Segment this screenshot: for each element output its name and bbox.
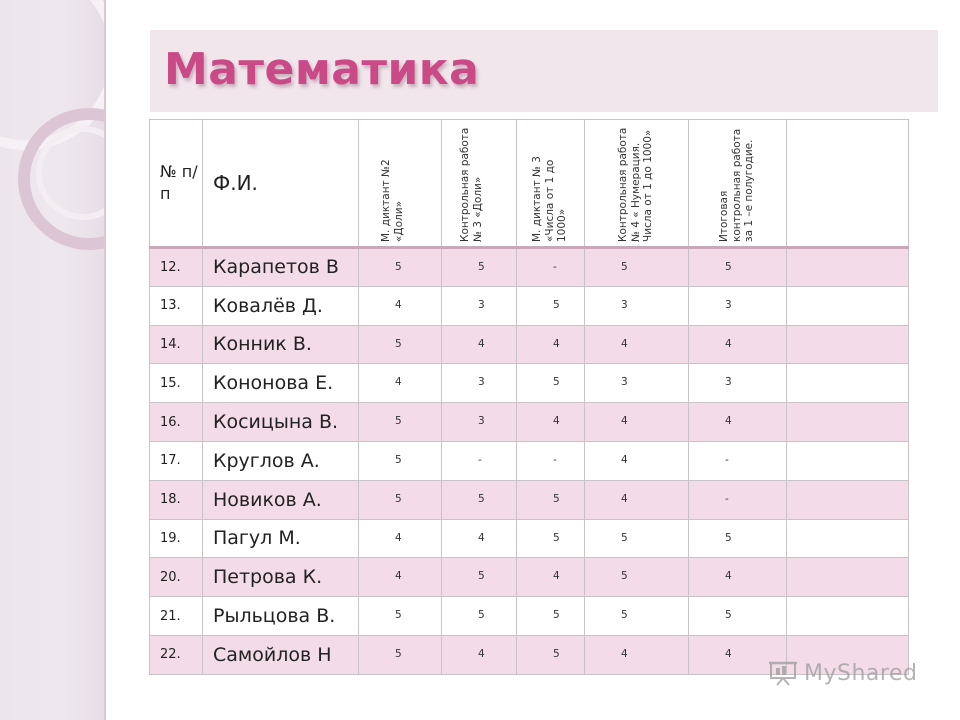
grade-cell: 4 [359, 364, 442, 403]
grade-cell: 5 [585, 597, 689, 636]
student-name: Кононова Е. [203, 364, 359, 403]
grade-cell: 5 [517, 519, 585, 558]
empty-cell [787, 286, 909, 325]
header-number: № п/п [150, 120, 203, 248]
grade-cell: 4 [689, 558, 787, 597]
row-number: 13. [150, 286, 203, 325]
title-bar [150, 30, 938, 112]
grade-cell: 4 [689, 325, 787, 364]
grade-cell: 5 [517, 635, 585, 674]
grade-cell: 4 [585, 325, 689, 364]
header-label: М. диктант № 3 «Числа от 1 до 1000» [530, 156, 568, 242]
grade-cell: 4 [359, 519, 442, 558]
decorative-side-panel [0, 0, 106, 720]
empty-cell [787, 403, 909, 442]
student-name: Конник В. [203, 325, 359, 364]
table-row [150, 441, 909, 480]
row-number: 19. [150, 519, 203, 558]
table-row [150, 403, 909, 442]
student-name: Рыльцова В. [203, 597, 359, 636]
student-name: Косицына В. [203, 403, 359, 442]
header-name: Ф.И. [203, 120, 359, 248]
grade-cell: 5 [585, 519, 689, 558]
grade-cell: 5 [689, 519, 787, 558]
grades-body [150, 248, 909, 675]
table-row [150, 597, 909, 636]
empty-cell [787, 248, 909, 287]
row-number: 16. [150, 403, 203, 442]
slide-title: Математика [164, 44, 480, 95]
empty-cell [787, 364, 909, 403]
header-row [150, 120, 909, 248]
grade-cell: 3 [442, 364, 517, 403]
header-label: М. диктант №2 «Доли» [380, 159, 405, 242]
grade-cell: 4 [689, 403, 787, 442]
grade-cell: 3 [689, 286, 787, 325]
watermark-text: MyShared [804, 660, 918, 686]
grade-cell: 4 [517, 558, 585, 597]
header-test-3 [442, 120, 517, 248]
header-dictation-2 [359, 120, 442, 248]
student-name: Новиков А. [203, 480, 359, 519]
grade-cell: 5 [442, 480, 517, 519]
grade-cell: 5 [359, 480, 442, 519]
grade-cell: 5 [442, 597, 517, 636]
panel-divider [104, 0, 106, 720]
empty-cell [787, 558, 909, 597]
student-name: Петрова К. [203, 558, 359, 597]
grade-cell: 5 [359, 403, 442, 442]
row-number: 15. [150, 364, 203, 403]
empty-cell [787, 597, 909, 636]
grade-cell: 3 [442, 286, 517, 325]
row-number: 12. [150, 248, 203, 287]
grade-cell: 5 [585, 558, 689, 597]
grade-cell: 5 [517, 364, 585, 403]
table-row [150, 480, 909, 519]
row-number: 18. [150, 480, 203, 519]
grades-table [149, 119, 909, 675]
header-final-test [689, 120, 787, 248]
grade-cell: 3 [585, 364, 689, 403]
header-label: Контрольная работа № 4 « Нумерация. Числа от 1 до 1000» [616, 127, 654, 242]
row-number: 22. [150, 635, 203, 674]
grade-cell: 5 [359, 441, 442, 480]
grade-cell: 5 [359, 325, 442, 364]
empty-cell [787, 441, 909, 480]
grade-cell: 5 [359, 248, 442, 287]
student-name: Самойлов Н [203, 635, 359, 674]
table-row [150, 325, 909, 364]
grade-cell: 4 [689, 635, 787, 674]
student-name: Круглов А. [203, 441, 359, 480]
grade-cell: 5 [689, 248, 787, 287]
presentation-icon [768, 660, 798, 686]
table-row [150, 248, 909, 287]
empty-cell [787, 325, 909, 364]
student-name: Пагул М. [203, 519, 359, 558]
grade-cell: 4 [585, 635, 689, 674]
grade-cell: 4 [517, 325, 585, 364]
row-number: 21. [150, 597, 203, 636]
grade-cell: - [517, 441, 585, 480]
watermark [768, 656, 917, 690]
grade-cell: 4 [442, 519, 517, 558]
header-dictation-3 [517, 120, 585, 248]
row-number: 14. [150, 325, 203, 364]
grade-cell: 3 [442, 403, 517, 442]
grade-cell: 4 [442, 635, 517, 674]
grade-cell: 4 [517, 403, 585, 442]
grade-cell: - [689, 441, 787, 480]
table-row [150, 558, 909, 597]
grade-cell: - [517, 248, 585, 287]
student-name: Карапетов В [203, 248, 359, 287]
grade-cell: 5 [442, 558, 517, 597]
header-label: Итоговая контрольная работа за 1 –е полугодие. [717, 128, 755, 242]
grade-cell: 4 [359, 286, 442, 325]
grade-cell: 5 [585, 248, 689, 287]
grade-cell: 5 [359, 635, 442, 674]
row-number: 17. [150, 441, 203, 480]
grade-cell: - [442, 441, 517, 480]
grade-cell: 5 [517, 480, 585, 519]
header-test-4 [585, 120, 689, 248]
grade-cell: 5 [689, 597, 787, 636]
grade-cell: 4 [359, 558, 442, 597]
grade-cell: 5 [517, 286, 585, 325]
grade-cell: 4 [585, 441, 689, 480]
empty-cell [787, 480, 909, 519]
grade-cell: 5 [517, 597, 585, 636]
empty-cell [787, 519, 909, 558]
grade-cell: 4 [442, 325, 517, 364]
header-empty [787, 120, 909, 248]
row-number: 20. [150, 558, 203, 597]
table-row [150, 364, 909, 403]
grade-cell: - [689, 480, 787, 519]
grade-cell: 3 [585, 286, 689, 325]
table-row [150, 286, 909, 325]
grade-cell: 4 [585, 403, 689, 442]
grade-cell: 3 [689, 364, 787, 403]
header-label: Контрольная работа № 3 «Доли» [459, 127, 484, 242]
table-row [150, 519, 909, 558]
student-name: Ковалёв Д. [203, 286, 359, 325]
grade-cell: 4 [585, 480, 689, 519]
grade-cell: 5 [359, 597, 442, 636]
grade-cell: 5 [442, 248, 517, 287]
